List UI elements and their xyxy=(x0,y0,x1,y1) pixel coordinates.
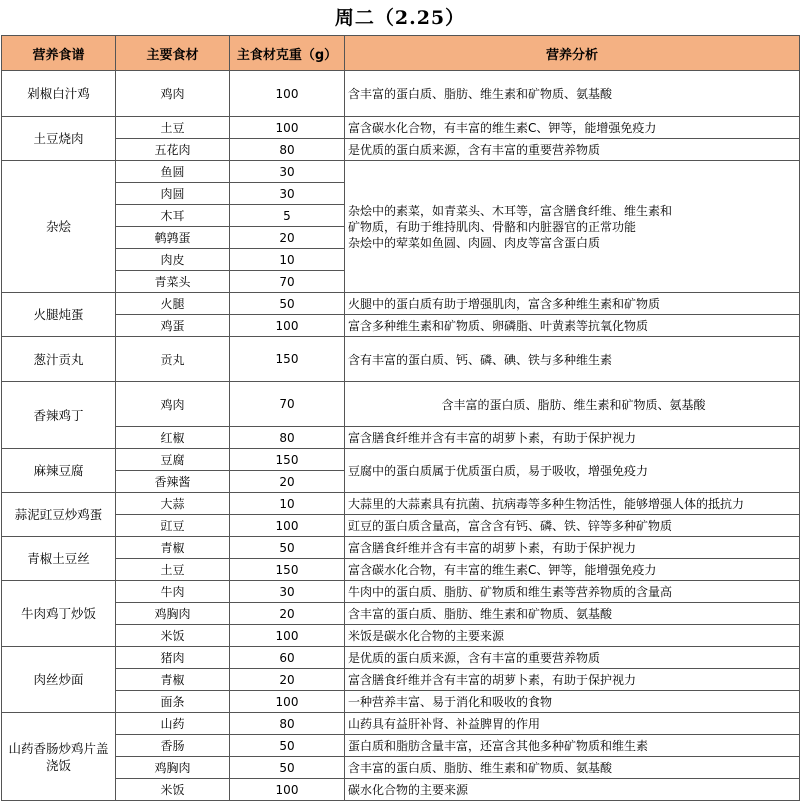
table-row xyxy=(2,779,800,801)
weight: 100 xyxy=(230,71,345,117)
ingredient: 鹌鹑蛋 xyxy=(116,227,230,249)
analysis: 山药具有益肝补肾、补益脾胃的作用 xyxy=(345,713,800,735)
analysis: 含丰富的蛋白质、脂肪、维生素和矿物质、氨基酸 xyxy=(345,71,800,117)
table-row xyxy=(2,427,800,449)
analysis: 含丰富的蛋白质、脂肪、维生素和矿物质、氨基酸 xyxy=(345,382,800,427)
weight: 5 xyxy=(230,205,345,227)
weight: 10 xyxy=(230,493,345,515)
dish-name: 香辣鸡丁 xyxy=(2,382,116,449)
dish-name: 火腿炖蛋 xyxy=(2,293,116,337)
analysis: 大蒜里的大蒜素具有抗菌、抗病毒等多种生物活性，能够增强人体的抵抗力 xyxy=(345,493,800,515)
header-analysis: 营养分析 xyxy=(345,36,800,71)
analysis-line: 矿物质，有助于维持肌肉、骨骼和内脏器官的正常功能 xyxy=(348,219,637,234)
weight: 70 xyxy=(230,271,345,293)
ingredient: 五花肉 xyxy=(116,139,230,161)
analysis: 富含碳水化合物，有丰富的维生素C、钾等，能增强免疫力 xyxy=(345,559,800,581)
dish-name: 肉丝炒面 xyxy=(2,647,116,713)
ingredient: 豆腐 xyxy=(116,449,230,471)
weight: 20 xyxy=(230,603,345,625)
weight: 150 xyxy=(230,559,345,581)
page-title: 周二（2.25） xyxy=(334,7,466,29)
table-row xyxy=(2,603,800,625)
dish-name: 葱汁贡丸 xyxy=(2,337,116,382)
dish-name: 牛肉鸡丁炒饭 xyxy=(2,581,116,647)
dish-name: 麻辣豆腐 xyxy=(2,449,116,493)
weight: 20 xyxy=(230,227,345,249)
table-row xyxy=(2,713,800,735)
header-ingredient: 主要食材 xyxy=(116,36,230,71)
analysis: 富含膳食纤维并含有丰富的胡萝卜素，有助于保护视力 xyxy=(345,537,800,559)
ingredient: 肉皮 xyxy=(116,249,230,271)
header-recipe: 营养食谱 xyxy=(2,36,116,71)
weight: 30 xyxy=(230,581,345,603)
ingredient: 青菜头 xyxy=(116,271,230,293)
table-row xyxy=(2,71,800,117)
weight: 100 xyxy=(230,117,345,139)
dish-name: 土豆烧肉 xyxy=(2,117,116,161)
weight: 60 xyxy=(230,647,345,669)
table-row xyxy=(2,757,800,779)
table-row xyxy=(2,449,800,471)
table-row xyxy=(2,581,800,603)
table-row xyxy=(2,117,800,139)
analysis: 是优质的蛋白质来源，含有丰富的重要营养物质 xyxy=(345,139,800,161)
weight: 100 xyxy=(230,779,345,801)
table-row xyxy=(2,139,800,161)
weight: 50 xyxy=(230,735,345,757)
analysis: 含丰富的蛋白质、脂肪、维生素和矿物质、氨基酸 xyxy=(345,603,800,625)
ingredient: 青椒 xyxy=(116,669,230,691)
table-row xyxy=(2,735,800,757)
table-row xyxy=(2,382,800,427)
table-row xyxy=(2,493,800,515)
analysis: 碳水化合物的主要来源 xyxy=(345,779,800,801)
ingredient: 米饭 xyxy=(116,779,230,801)
nutrition-table xyxy=(1,35,800,801)
ingredient: 面条 xyxy=(116,691,230,713)
weight: 20 xyxy=(230,471,345,493)
weight: 100 xyxy=(230,691,345,713)
weight: 80 xyxy=(230,139,345,161)
ingredient: 红椒 xyxy=(116,427,230,449)
table-row xyxy=(2,515,800,537)
weight: 150 xyxy=(230,337,345,382)
table-row xyxy=(2,691,800,713)
analysis: 是优质的蛋白质来源，含有丰富的重要营养物质 xyxy=(345,647,800,669)
analysis: 含有丰富的蛋白质、钙、磷、碘、铁与多种维生素 xyxy=(345,337,800,382)
analysis: 米饭是碳水化合物的主要来源 xyxy=(345,625,800,647)
weight: 100 xyxy=(230,515,345,537)
ingredient: 大蒜 xyxy=(116,493,230,515)
weight: 30 xyxy=(230,183,345,205)
analysis: 含丰富的蛋白质、脂肪、维生素和矿物质、氨基酸 xyxy=(345,757,800,779)
ingredient: 香辣酱 xyxy=(116,471,230,493)
table-row xyxy=(2,337,800,382)
ingredient: 猪肉 xyxy=(116,647,230,669)
analysis: 富含多种维生素和矿物质、卵磷脂、叶黄素等抗氧化物质 xyxy=(345,315,800,337)
weight: 20 xyxy=(230,669,345,691)
ingredient: 米饭 xyxy=(116,625,230,647)
ingredient: 青椒 xyxy=(116,537,230,559)
analysis-merged: 豆腐中的蛋白质属于优质蛋白质，易于吸收，增强免疫力 xyxy=(345,449,800,493)
analysis-line: 杂烩中的素菜，如青菜头、木耳等，富含膳食纤维、维生素和 xyxy=(348,203,673,218)
weight: 80 xyxy=(230,713,345,735)
ingredient: 山药 xyxy=(116,713,230,735)
header-weight: 主食材克重（g） xyxy=(230,36,345,71)
table-row xyxy=(2,537,800,559)
analysis: 火腿中的蛋白质有助于增强肌肉，富含多种维生素和矿物质 xyxy=(345,293,800,315)
weight: 100 xyxy=(230,315,345,337)
table-row xyxy=(2,625,800,647)
weight: 30 xyxy=(230,161,345,183)
weight: 10 xyxy=(230,249,345,271)
analysis: 豇豆的蛋白质含量高，富含含有钙、磷、铁、锌等多种矿物质 xyxy=(345,515,800,537)
dish-name: 山药香肠炒鸡片盖浇饭 xyxy=(2,713,116,801)
ingredient: 牛肉 xyxy=(116,581,230,603)
ingredient: 土豆 xyxy=(116,117,230,139)
ingredient: 鸡肉 xyxy=(116,382,230,427)
dish-name: 杂烩 xyxy=(2,161,116,293)
ingredient: 香肠 xyxy=(116,735,230,757)
ingredient: 木耳 xyxy=(116,205,230,227)
table-row xyxy=(2,161,800,183)
analysis: 富含膳食纤维并含有丰富的胡萝卜素，有助于保护视力 xyxy=(345,427,800,449)
analysis: 一种营养丰富、易于消化和吸收的食物 xyxy=(345,691,800,713)
ingredient: 贡丸 xyxy=(116,337,230,382)
ingredient: 土豆 xyxy=(116,559,230,581)
ingredient: 鱼圆 xyxy=(116,161,230,183)
weight: 70 xyxy=(230,382,345,427)
analysis-line: 杂烩中的荤菜如鱼圆、肉圆、肉皮等富含蛋白质 xyxy=(348,235,601,250)
analysis-merged xyxy=(345,161,800,293)
weight: 100 xyxy=(230,625,345,647)
table-row xyxy=(2,669,800,691)
analysis: 富含碳水化合物，有丰富的维生素C、钾等，能增强免疫力 xyxy=(345,117,800,139)
ingredient: 鸡胸肉 xyxy=(116,757,230,779)
ingredient: 鸡肉 xyxy=(116,71,230,117)
analysis: 蛋白质和脂肪含量丰富，还富含其他多种矿物质和维生素 xyxy=(345,735,800,757)
table-row xyxy=(2,647,800,669)
weight: 50 xyxy=(230,293,345,315)
weight: 50 xyxy=(230,537,345,559)
dish-name: 剁椒白汁鸡 xyxy=(2,71,116,117)
ingredient: 火腿 xyxy=(116,293,230,315)
weight: 150 xyxy=(230,449,345,471)
table-row xyxy=(2,315,800,337)
ingredient: 豇豆 xyxy=(116,515,230,537)
analysis: 富含膳食纤维并含有丰富的胡萝卜素，有助于保护视力 xyxy=(345,669,800,691)
ingredient: 鸡蛋 xyxy=(116,315,230,337)
weight: 80 xyxy=(230,427,345,449)
header-row xyxy=(2,36,800,71)
table-row xyxy=(2,293,800,315)
analysis: 牛肉中的蛋白质、脂肪、矿物质和维生素等营养物质的含量高 xyxy=(345,581,800,603)
dish-name: 蒜泥豇豆炒鸡蛋 xyxy=(2,493,116,537)
weight: 50 xyxy=(230,757,345,779)
table-row xyxy=(2,559,800,581)
dish-name: 青椒土豆丝 xyxy=(2,537,116,581)
ingredient: 鸡胸肉 xyxy=(116,603,230,625)
ingredient: 肉圆 xyxy=(116,183,230,205)
